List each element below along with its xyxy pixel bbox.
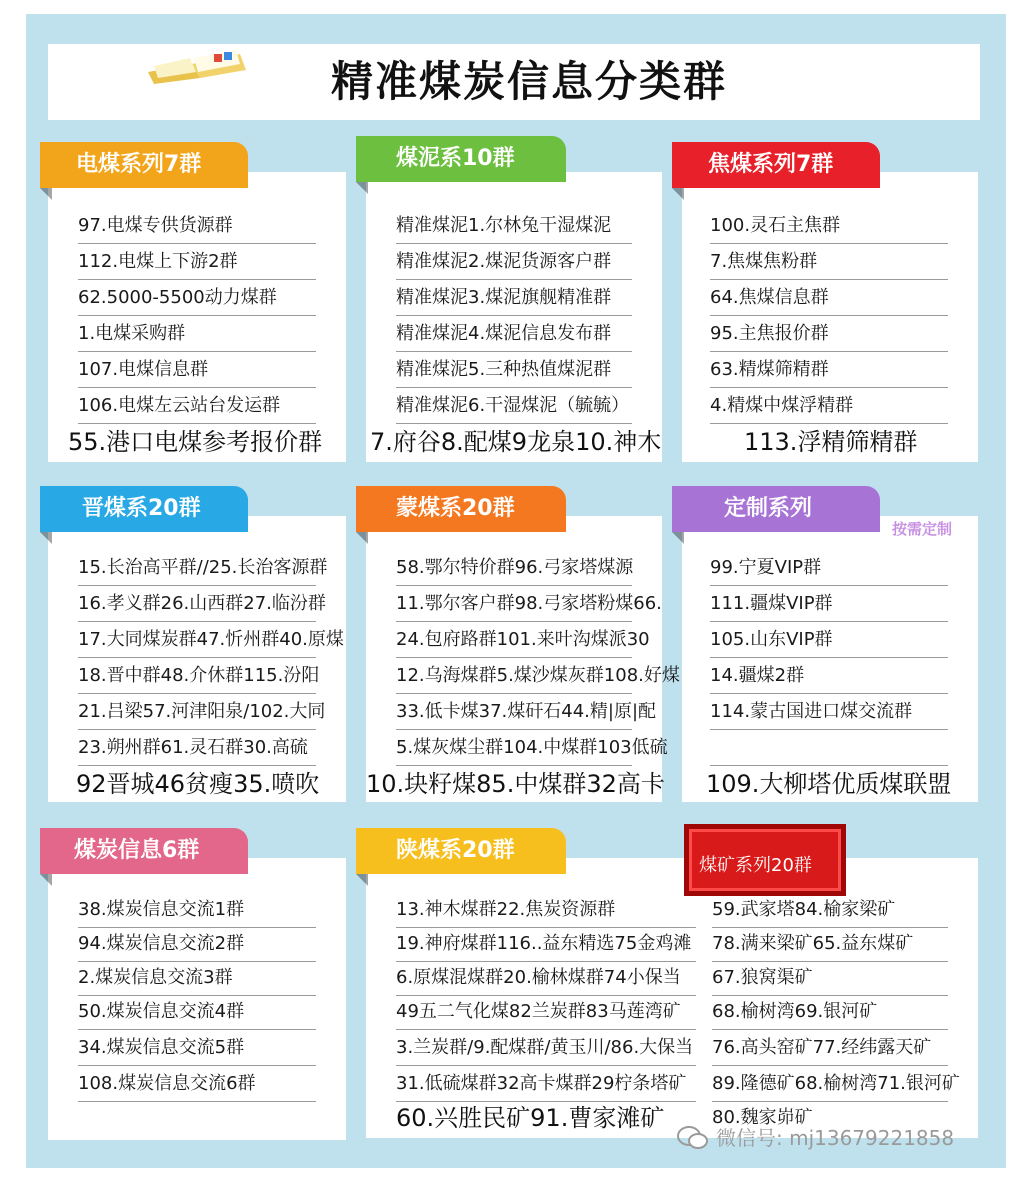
list-item: 3.兰炭群/9.配煤群/黄玉川/86.大保当 <box>396 1030 696 1066</box>
list-item: 105.山东VIP群 <box>710 622 948 658</box>
list-item <box>710 730 948 766</box>
list-item: 34.煤炭信息交流5群 <box>78 1030 316 1066</box>
list-item: 64.焦煤信息群 <box>710 280 948 316</box>
list-item: 50.煤炭信息交流4群 <box>78 994 316 1030</box>
list-item: 精准煤泥2.煤泥货源客户群 <box>396 244 632 280</box>
tab-dianmei[interactable]: 电煤系列7群 <box>40 142 248 188</box>
open-book-icon <box>140 44 250 84</box>
list-item: 21.吕梁57.河津阳泉/102.大同 <box>78 694 316 730</box>
list-item: 2.煤炭信息交流3群 <box>78 960 316 996</box>
list-item-highlight: 109.大柳塔优质煤联盟 <box>706 770 952 798</box>
list-item: 24.包府路群101.来叶沟煤派30 <box>396 622 632 658</box>
list-item: 76.高头窑矿77.经纬露天矿 <box>712 1030 948 1066</box>
list-item: 17.大同煤炭群47.忻州群40.原煤 <box>78 622 316 658</box>
list-item: 14.疆煤2群 <box>710 658 948 694</box>
list-item: 精准煤泥5.三种热值煤泥群 <box>396 352 632 388</box>
list-item: 31.低硫煤群32高卡煤群29柠条塔矿 <box>396 1066 696 1102</box>
page-title: 精准煤炭信息分类群 <box>330 57 727 106</box>
list-item: 1.电煤采购群 <box>78 316 316 352</box>
tab-meini[interactable]: 煤泥系10群 <box>356 136 566 182</box>
list-item: 95.主焦报价群 <box>710 316 948 352</box>
list-item-highlight: 113.浮精筛精群 <box>744 428 918 456</box>
list-item: 11.鄂尔客户群98.弓家塔粉煤66. <box>396 586 632 622</box>
list-item: 63.精煤筛精群 <box>710 352 948 388</box>
tab-kuang-label: 煤矿系列20群 <box>699 855 812 876</box>
tab-mengmei[interactable]: 蒙煤系20群 <box>356 486 566 532</box>
watermark: 微信号: mj13679221858 <box>716 1126 955 1150</box>
list-item: 精准煤泥6.干湿煤泥（毓毓） <box>396 388 632 424</box>
list-item: 78.满来梁矿65.益东煤矿 <box>712 926 948 962</box>
list-item: 精准煤泥4.煤泥信息发布群 <box>396 316 632 352</box>
list-item: 4.精煤中煤浮精群 <box>710 388 948 424</box>
list-item-highlight: 7.府谷8.配煤9龙泉10.神木 <box>370 428 662 456</box>
list-item: 107.电煤信息群 <box>78 352 316 388</box>
list-item: 19.神府煤群116..益东精选75金鸡滩 <box>396 926 696 962</box>
tab-dingzhi[interactable]: 定制系列 <box>672 486 880 532</box>
list-item: 111.疆煤VIP群 <box>710 586 948 622</box>
list-item: 58.鄂尔特价群96.弓家塔煤源 <box>396 550 632 586</box>
list-item: 18.晋中群48.介休群115.汾阳 <box>78 658 316 694</box>
list-item-highlight: 55.港口电煤参考报价群 <box>68 428 323 456</box>
list-item: 6.原煤混煤群20.榆林煤群74小保当 <box>396 960 696 996</box>
list-item: 97.电煤专供货源群 <box>78 208 316 244</box>
list-item: 112.电煤上下游2群 <box>78 244 316 280</box>
list-item: 68.榆树湾69.银河矿 <box>712 994 948 1030</box>
tab-shanmei[interactable]: 陕煤系20群 <box>356 828 566 874</box>
list-item: 89.隆德矿68.榆树湾71.银河矿 <box>712 1066 948 1102</box>
list-item: 62.5000-5500动力煤群 <box>78 280 316 316</box>
list-item-highlight: 92晋城46贫瘦35.喷吹 <box>76 770 320 798</box>
list-item: 15.长治高平群//25.长治客源群 <box>78 550 316 586</box>
custom-note: 按需定制 <box>892 520 953 538</box>
list-item: 100.灵石主焦群 <box>710 208 948 244</box>
list-item: 7.焦煤焦粉群 <box>710 244 948 280</box>
list-item: 114.蒙古国进口煤交流群 <box>710 694 948 730</box>
list-item: 13.神木煤群22.焦炭资源群 <box>396 892 696 928</box>
tab-jiaomei[interactable]: 焦煤系列7群 <box>672 142 880 188</box>
list-item: 33.低卡煤37.煤矸石44.精|原|配 <box>396 694 632 730</box>
list-item: 38.煤炭信息交流1群 <box>78 892 316 928</box>
list-item: 精准煤泥3.煤泥旗舰精准群 <box>396 280 632 316</box>
list-item: 12.乌海煤群5.煤沙煤灰群108.好煤 <box>396 658 632 694</box>
wechat-icon <box>676 1124 710 1152</box>
list-item: 106.电煤左云站台发运群 <box>78 388 316 424</box>
tab-kuang[interactable] <box>684 824 846 896</box>
tab-jinmei[interactable]: 晋煤系20群 <box>40 486 248 532</box>
list-item: 5.煤灰煤尘群104.中煤群103低硫 <box>396 730 632 766</box>
list-item: 59.武家塔84.榆家梁矿 <box>712 892 948 928</box>
list-item: 108.煤炭信息交流6群 <box>78 1066 316 1102</box>
list-item: 99.宁夏VIP群 <box>710 550 948 586</box>
list-item: 94.煤炭信息交流2群 <box>78 926 316 962</box>
list-item: 80.魏家峁矿 <box>712 1107 813 1128</box>
list-item: 23.朔州群61.灵石群30.高硫 <box>78 730 316 766</box>
list-item: 精准煤泥1.尔林兔干湿煤泥 <box>396 208 632 244</box>
list-item: 67.狼窝渠矿 <box>712 960 948 996</box>
list-item-highlight: 60.兴胜民矿91.曹家滩矿 <box>396 1104 665 1132</box>
list-item: 49五二气化煤82兰炭群83马莲湾矿 <box>396 994 696 1030</box>
list-item: 16.孝义群26.山西群27.临汾群 <box>78 586 316 622</box>
tab-xinxi[interactable]: 煤炭信息6群 <box>40 828 248 874</box>
list-item-highlight: 10.块籽煤85.中煤群32高卡 <box>366 770 665 798</box>
